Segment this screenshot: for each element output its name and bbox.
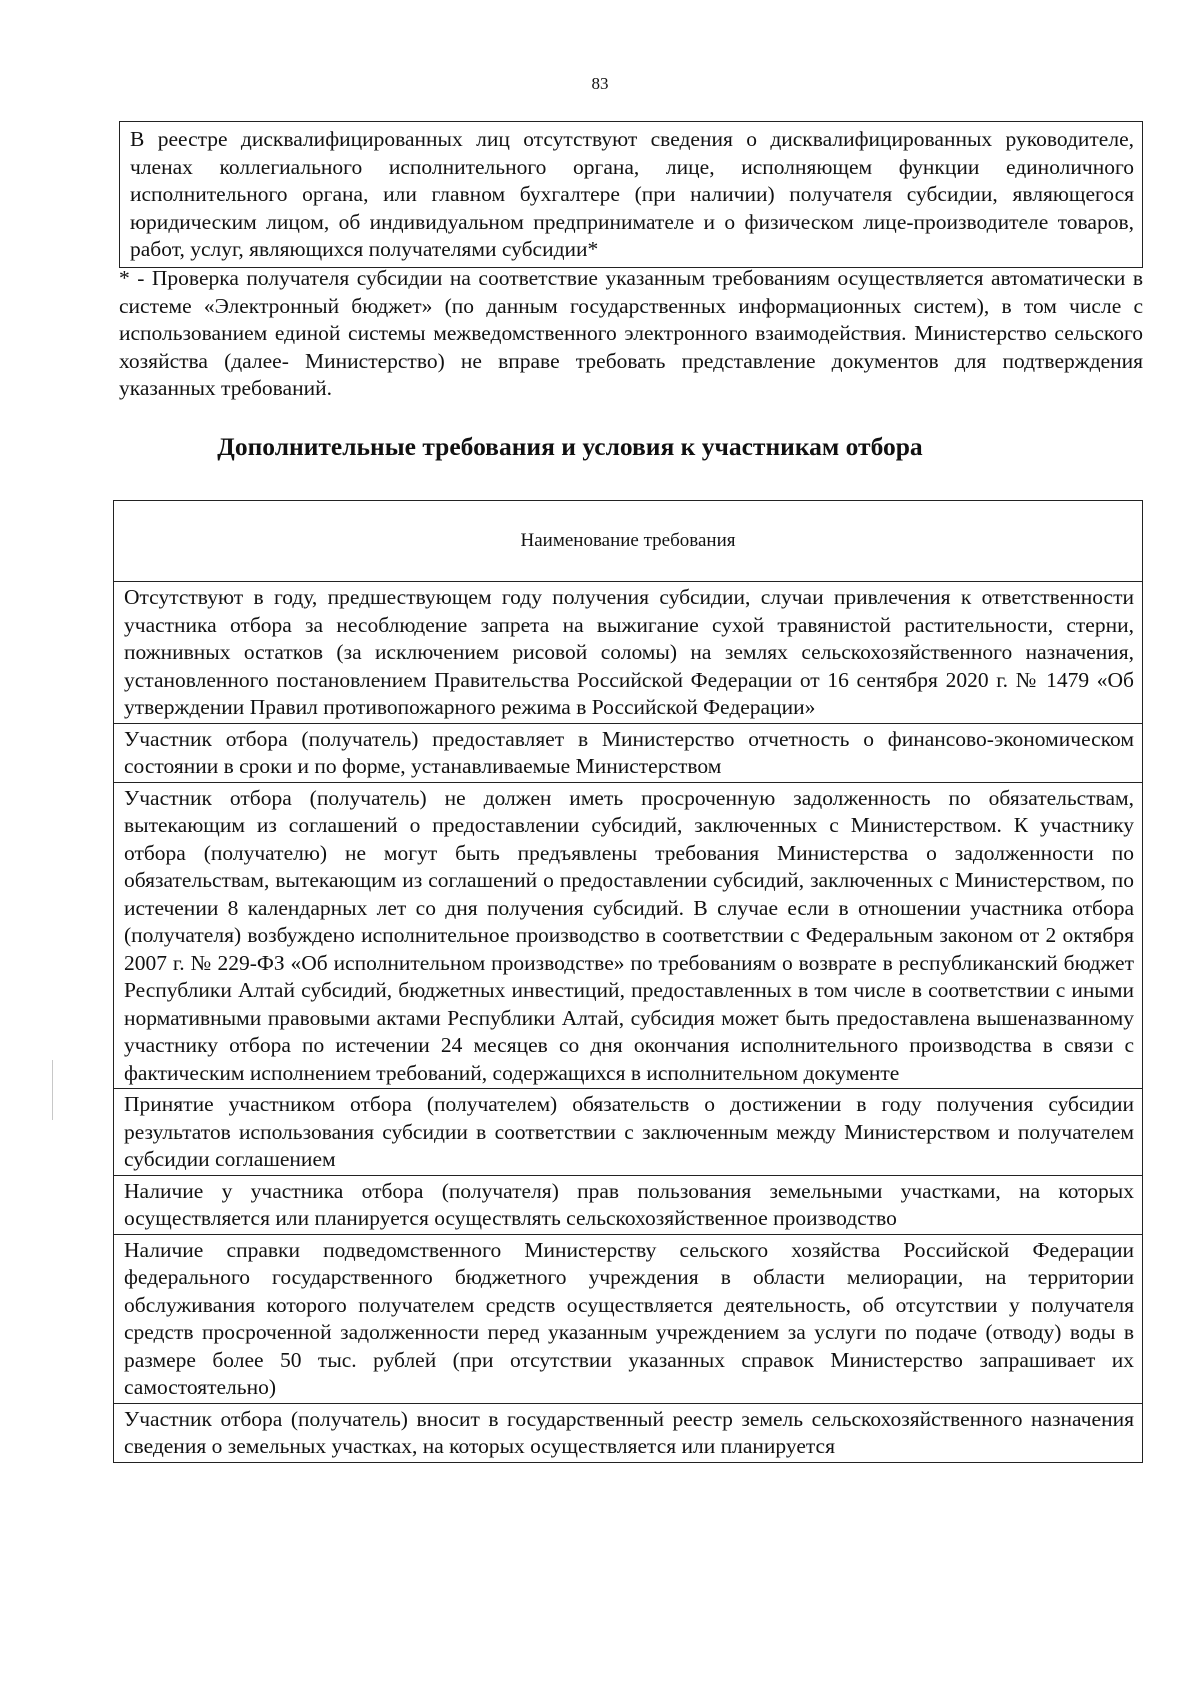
table-row [114,1175,1143,1234]
scan-margin-mark [52,1060,53,1120]
page-number: 83 [591,74,609,93]
requirement-cell: Участник отбора (получатель) вносит в государственный реестр земель сельскохозяйственного назначения сведения о земельных участках, на которых осуществляется или планируется [114,1403,1143,1462]
footnote: * - Проверка получателя субсидии на соответствие указанным требованиям осуществляется автоматически в системе «Электронный бюджет» (по данным государственных информационных систем), в том числе с использованием единой системы межведомственного электронного взаимодействия. Министерство сельского хозяйства (далее- Министерство) не вправе требовать представление документов для подтверждения указанных требований. [119,266,1143,400]
table-row [114,582,1143,724]
requirements-table [113,500,1143,1463]
disqualified-persons-box [119,121,1143,268]
table-header-row [114,501,1143,582]
table-header-cell: Наименование требования [114,501,1143,582]
disqualified-persons-text: В реестре дисквалифицированных лиц отсутствуют сведения о дисквалифицированных руководителе, членах коллегиального исполнительного органа, лице, исполняющем функции единоличного исполнительного органа, или главном бухгалтере (при наличии) получателя субсидии, являющегося юридическим лицом, об индивидуальном предпринимателе и о физическом лице-производителе товаров, работ, услуг, являющихся получателями субсидии* [130,127,1134,261]
table-row [114,1089,1143,1176]
requirement-cell: Наличие справки подведомственного Министерству сельского хозяйства Российской Федерации федерального государственного бюджетного учреждения в области мелиорации, на территории обслуживания которого получателем средств осуществляется деятельность, об отсутствии у получателя средств просроченной задолженности перед указанным учреждением за услуги по подаче (отводу) воды в размере более 50 тыс. рублей (при отсутствии указанных справок Министерство запрашивает их самостоятельно) [114,1234,1143,1403]
requirement-cell: Принятие участником отбора (получателем) обязательств о достижении в году получения субсидии результатов использования субсидии в соответствии с заключенным между Министерством и получателем субсидии соглашением [114,1089,1143,1176]
table-row [114,782,1143,1089]
section-heading: Дополнительные требования и условия к участникам отбора [217,432,923,461]
requirement-cell: Участник отбора (получатель) предоставляет в Министерство отчетность о финансово-экономическом состоянии в сроки и по форме, устанавливаемые Министерством [114,723,1143,782]
table-row [114,723,1143,782]
requirement-cell: Участник отбора (получатель) не должен иметь просроченную задолженность по обязательствам, вытекающим из соглашений о предоставлении субсидий, заключенных с Министерством. К участнику отбора (получателю) не могут быть предъявлены требования Министерства о задолженности по обязательствам, вытекающим из соглашений о предоставлении субсидий, заключенных с Министерством, по истечении 8 календарных лет со дня получения субсидий. В случае если в отношении участника отбора (получателя) возбуждено исполнительное производство в соответствии с Федеральным законом от 2 октября 2007 г. № 229-ФЗ «Об исполнительном производстве» по требованиям о возврате в республиканский бюджет Республики Алтай субсидий, бюджетных инвестиций, предоставленных в том числе в соответствии с иными нормативными правовыми актами Республики Алтай, субсидия может быть предоставлена вышеназванному участнику отбора по истечении 24 месяцев со дня окончания исполнительного производства в связи с фактическим исполнением требований, содержащихся в исполнительном документе [114,782,1143,1089]
requirement-cell: Наличие у участника отбора (получателя) прав пользования земельными участками, на которых осуществляется или планируется осуществлять сельскохозяйственное производство [114,1175,1143,1234]
requirement-cell: Отсутствуют в году, предшествующем году получения субсидии, случаи привлечения к ответственности участника отбора за несоблюдение запрета на выжигание сухой травянистой растительности, стерни, пожнивных остатков (за исключением рисовой соломы) на землях сельскохозяйственного назначения, установленного постановлением Правительства Российской Федерации от 16 сентября 2020 г. № 1479 «Об утверждении Правил противопожарного режима в Российской Федерации» [114,582,1143,724]
table-row [114,1234,1143,1403]
table-row [114,1403,1143,1462]
